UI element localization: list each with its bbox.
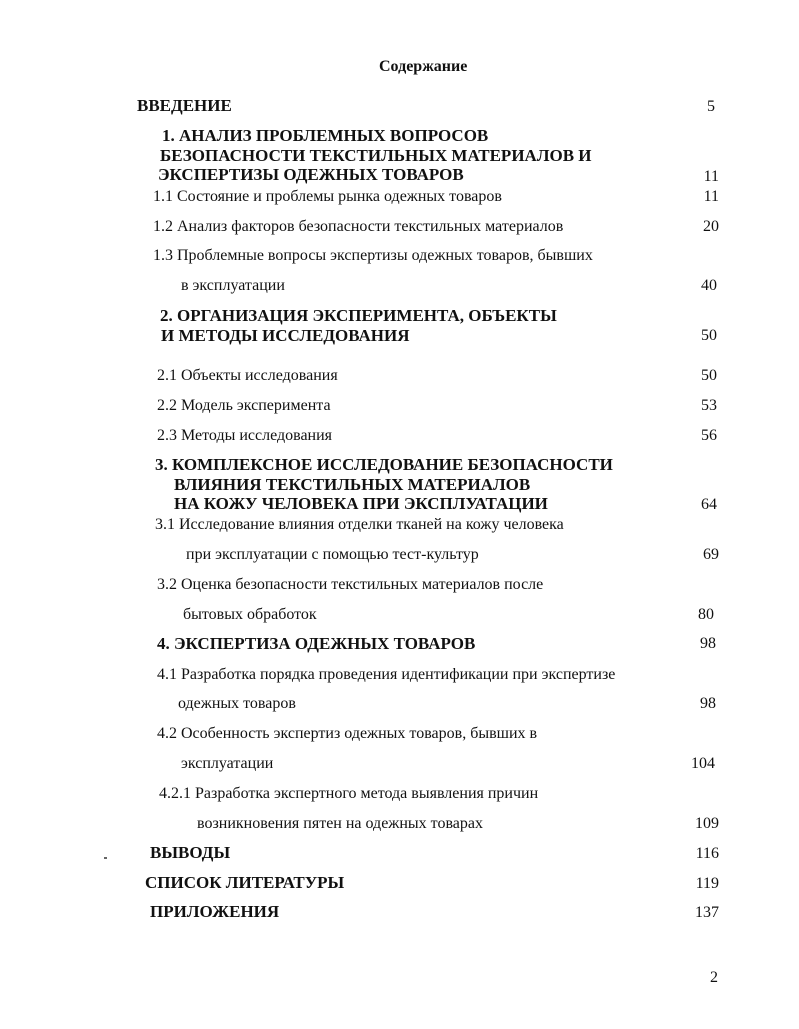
toc-page-number: 137	[695, 904, 719, 921]
toc-entry: бытовых обработок	[183, 606, 317, 623]
toc-entry: ЭКСПЕРТИЗЫ ОДЕЖНЫХ ТОВАРОВ	[158, 165, 464, 184]
toc-page-number: 104	[691, 755, 715, 772]
toc-entry: ВЛИЯНИЯ ТЕКСТИЛЬНЫХ МАТЕРИАЛОВ	[174, 475, 531, 494]
toc-entry: в эксплуатации	[181, 277, 285, 294]
toc-entry: 2. ОРГАНИЗАЦИЯ ЭКСПЕРИМЕНТА, ОБЪЕКТЫ	[160, 306, 557, 325]
toc-page-number: 69	[703, 546, 719, 563]
toc-entry: 2.2 Модель эксперимента	[157, 397, 331, 414]
toc-page-number: 5	[707, 98, 715, 115]
toc-entry: 3.2 Оценка безопасности текстильных материалов после	[157, 576, 544, 593]
toc-page-number: 11	[703, 188, 719, 205]
toc-page-number: 56	[701, 427, 717, 444]
toc-entry: 4.2.1 Разработка экспертного метода выявления причин	[159, 785, 539, 802]
toc-page-number: 50	[701, 367, 717, 384]
toc-page-number: 98	[700, 635, 716, 652]
toc-entry: 1. АНАЛИЗ ПРОБЛЕМНЫХ ВОПРОСОВ	[162, 126, 489, 145]
toc-entry: НА КОЖУ ЧЕЛОВЕКА ПРИ ЭКСПЛУАТАЦИИ	[174, 494, 548, 513]
toc-entry: одежных товаров	[178, 695, 296, 712]
toc-entry: эксплуатации	[181, 755, 274, 772]
toc-entry: ВВЕДЕНИЕ	[137, 96, 232, 115]
toc-page-number: 98	[700, 695, 716, 712]
toc-page-number: 116	[695, 845, 719, 862]
toc-entry: И МЕТОДЫ ИССЛЕДОВАНИЯ	[161, 326, 410, 345]
toc-entry: 4. ЭКСПЕРТИЗА ОДЕЖНЫХ ТОВАРОВ	[157, 634, 476, 653]
toc-page-number: 119	[695, 875, 719, 892]
toc-entry: при эксплуатации с помощью тест-культур	[186, 546, 479, 563]
toc-entry: 2.3 Методы исследования	[157, 427, 333, 444]
toc-entry: ВЫВОДЫ	[150, 843, 231, 862]
toc-page-number: 50	[701, 327, 717, 344]
scan-speck	[104, 857, 107, 859]
toc-page-number: 64	[701, 496, 717, 513]
toc-entry: 1.1 Состояние и проблемы рынка одежных товаров	[153, 188, 502, 205]
toc-entry: 4.1 Разработка порядка проведения идентификации при экспертизе	[157, 666, 616, 683]
toc-page-number: 20	[703, 218, 719, 235]
toc-page-number: 40	[701, 277, 717, 294]
toc-page-number: 11	[703, 168, 719, 185]
toc-entry: 1.3 Проблемные вопросы экспертизы одежных товаров, бывших	[153, 247, 593, 264]
toc-entry: 4.2 Особенность экспертиз одежных товаров, бывших в	[157, 725, 538, 742]
toc-entry: БЕЗОПАСНОСТИ ТЕКСТИЛЬНЫХ МАТЕРИАЛОВ И	[160, 146, 592, 165]
toc-entry: СПИСОК ЛИТЕРАТУРЫ	[145, 873, 345, 892]
toc-entry: 2.1 Объекты исследования	[157, 367, 338, 384]
page-title: Содержание	[379, 58, 468, 75]
toc-entry: 1.2 Анализ факторов безопасности текстильных материалов	[153, 218, 564, 235]
toc-entry: возникновения пятен на одежных товарах	[197, 815, 483, 832]
page-number: 2	[710, 969, 718, 986]
toc-entry: ПРИЛОЖЕНИЯ	[150, 902, 280, 921]
toc-page-number: 109	[695, 815, 719, 832]
toc-page-number: 80	[698, 606, 714, 623]
toc-entry: 3.1 Исследование влияния отделки тканей на кожу человека	[155, 516, 564, 533]
toc-page-number: 53	[701, 397, 717, 414]
toc-entry: 3. КОМПЛЕКСНОЕ ИССЛЕДОВАНИЕ БЕЗОПАСНОСТИ	[155, 455, 613, 474]
